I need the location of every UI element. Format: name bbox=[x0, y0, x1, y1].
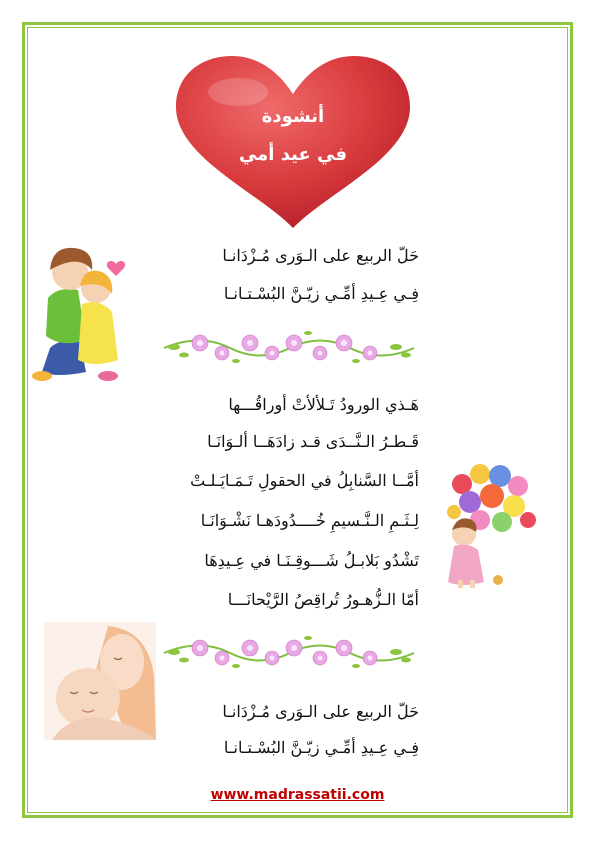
heart-icon bbox=[168, 52, 418, 232]
verse-line: قَـطـرُ الـنَّــدَى قـد زادَهَــا ألـوَانَـا bbox=[207, 432, 419, 451]
verse-line: لِـثَـمِ الـنَّـسيمِ خُــــدُودَهـا نَشْـوَانَـا bbox=[200, 511, 419, 530]
verse-line: فِـي عِـيدِ أمِّـي زيّـنَّ البُسْـتـانـا bbox=[223, 284, 419, 303]
verse-line: حَلّ الربيع على الـوَرى مُـزْدَانـا bbox=[222, 702, 419, 721]
verse-line: هَـذي الورودُ تَـلألأتْ أوراقُـــها bbox=[228, 395, 419, 414]
flower-garland-divider bbox=[160, 630, 418, 676]
flower-garland-divider bbox=[160, 325, 418, 371]
verse-line: أمَّــا السَّنابِلُ في الحقولِ تَـمَـايَـلـتْ bbox=[190, 471, 419, 490]
verse-line: فِـي عِـيدِ أمِّـي زيّـنَّ البُسْـتـانـا bbox=[223, 738, 419, 757]
poem-title-line2: في عيد أمي bbox=[238, 144, 348, 165]
website-link[interactable]: www.madrassatii.com bbox=[210, 787, 385, 803]
verse-line: تَشْدُو بَلابـلُ شَـــوقِـنَـا في عِـيدِهَا bbox=[204, 551, 419, 570]
mother-and-baby-illustration bbox=[44, 622, 156, 740]
poem-title-line1: أنشودة bbox=[261, 106, 325, 127]
mother-hugging-child-illustration bbox=[30, 228, 138, 386]
girl-with-flowers-illustration bbox=[440, 460, 540, 592]
verse-line: أمّا الـزُّهـورُ تُراقِصُ الرَّيْحانَـــا bbox=[227, 590, 419, 609]
verse-line: حَلّ الربيع على الـوَرى مُـزْدَانـا bbox=[222, 246, 419, 265]
